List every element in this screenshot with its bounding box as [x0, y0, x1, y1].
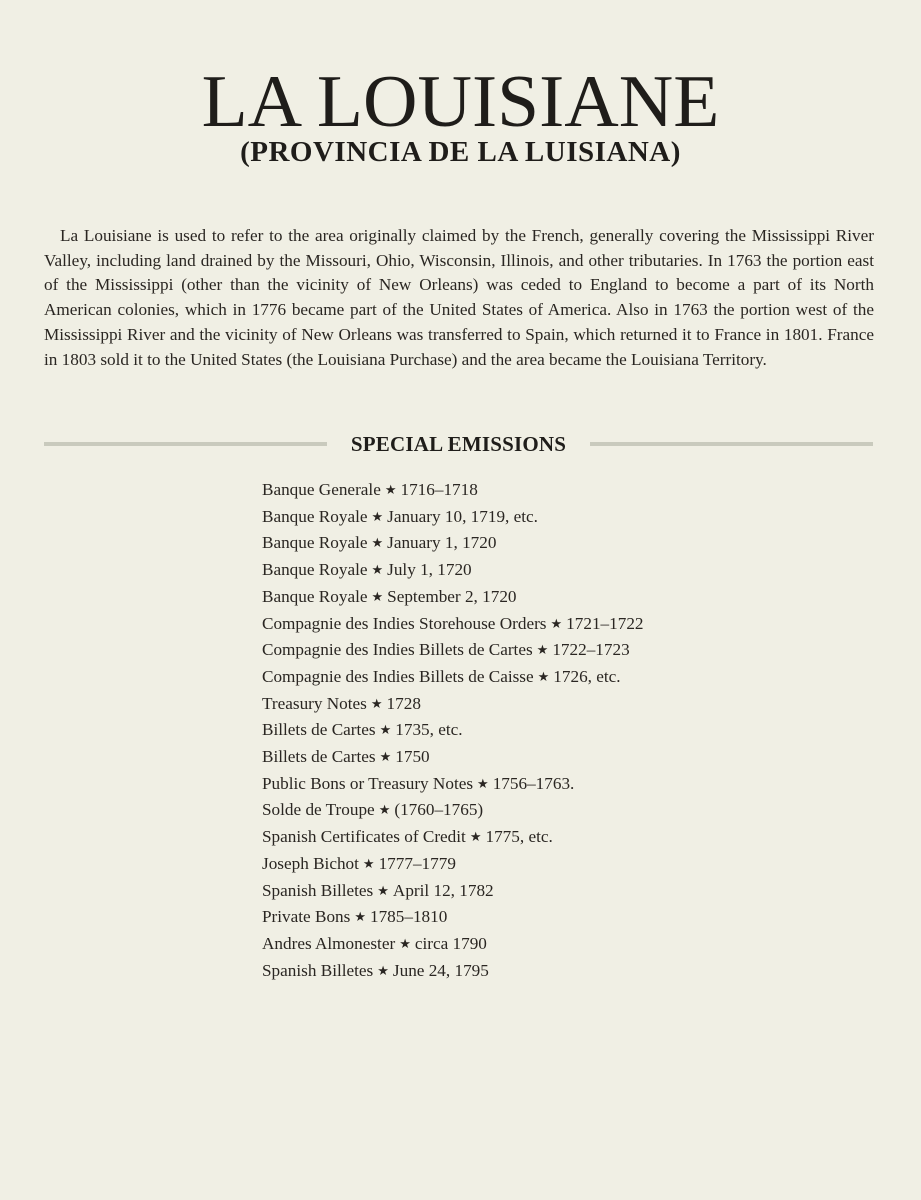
page-subtitle: (PROVINCIA DE LA LUISIANA) [240, 136, 681, 168]
emission-date: 1716–1718 [400, 480, 478, 499]
emission-date: circa 1790 [414, 933, 487, 953]
list-item [262, 772, 644, 799]
emission-date: September 2, 1720 [387, 586, 517, 606]
emission-date: June 24, 1795 [392, 960, 489, 980]
right-rule-divider [590, 442, 873, 446]
emission-date: January 10, 1719, etc. [387, 506, 538, 526]
list-item [262, 959, 644, 986]
list-item [262, 558, 644, 585]
list-item [262, 825, 644, 852]
star-icon: ★ [378, 803, 391, 819]
star-icon: ★ [536, 643, 549, 659]
list-item [262, 638, 644, 665]
list-item [262, 692, 644, 719]
emission-date: (1760–1765) [394, 800, 484, 820]
star-icon: ★ [537, 669, 550, 685]
emission-name: Andres Almonester [262, 933, 396, 953]
list-item [262, 612, 644, 639]
star-icon: ★ [469, 830, 482, 846]
emission-name: Banque Royale [262, 586, 368, 606]
emission-date: 1728 [386, 693, 421, 713]
list-item [262, 665, 644, 692]
star-icon: ★ [399, 936, 411, 952]
left-rule-divider [44, 442, 327, 446]
list-item [262, 505, 644, 532]
list-item [262, 879, 644, 906]
emission-date: 1750 [395, 747, 430, 767]
star-icon: ★ [371, 536, 384, 552]
emission-date: 1777–1779 [378, 853, 456, 873]
list-item [262, 478, 644, 505]
emission-name: Banque Royale [262, 560, 368, 580]
star-icon: ★ [379, 723, 392, 739]
emissions-list [262, 478, 644, 985]
star-icon: ★ [379, 750, 392, 766]
star-icon: ★ [477, 776, 489, 792]
emission-name: Compagnie des Indies Storehouse Orders [262, 613, 547, 633]
emission-date: 1775, etc. [485, 827, 553, 847]
emission-date: 1756–1763. [492, 773, 575, 793]
star-icon: ★ [371, 509, 384, 525]
emission-name: Banque Generale [262, 480, 381, 499]
emission-date: July 1, 1720 [387, 560, 472, 580]
emission-name: Compagnie des Indies Billets de Caisse [262, 666, 534, 686]
emission-name: Spanish Billetes [262, 880, 374, 900]
section-header-special-emissions [44, 428, 873, 460]
list-item [262, 718, 644, 745]
list-item [262, 798, 644, 825]
emission-date: 1721–1722 [566, 613, 644, 633]
emission-name: Spanish Certificates of Credit [262, 827, 466, 847]
list-item [262, 932, 644, 959]
emission-name: Billets de Cartes [262, 720, 376, 740]
emission-date: 1735, etc. [395, 720, 463, 740]
star-icon: ★ [371, 563, 384, 579]
emission-date: 1726, etc. [553, 666, 621, 686]
list-item [262, 585, 644, 612]
emission-name: Treasury Notes [262, 693, 367, 713]
star-icon: ★ [370, 696, 383, 712]
emission-name: Public Bons or Treasury Notes [262, 773, 474, 793]
star-icon: ★ [371, 589, 384, 605]
star-icon: ★ [377, 883, 389, 899]
star-icon: ★ [550, 616, 563, 632]
star-icon: ★ [362, 856, 375, 872]
star-icon: ★ [354, 910, 366, 926]
section-title: SPECIAL EMISSIONS [350, 431, 567, 456]
emission-name: Billets de Cartes [262, 747, 376, 767]
emission-name: Spanish Billetes [262, 960, 374, 980]
emission-name: Joseph Bichot [262, 853, 359, 873]
list-item [262, 905, 644, 932]
emission-date: 1785–1810 [369, 907, 448, 927]
emission-date: January 1, 1720 [387, 533, 497, 553]
emission-date: April 12, 1782 [392, 880, 494, 900]
intro-paragraph: La Louisiane is used to refer to the area originally claimed by the French, generally covering the Mississippi River Valley, including land drained by the Missouri, Ohio, Wisconsin, Illinois, and other tributaries. In 1763 the portion east of the Mississippi (other than the vicinity of New Orleans) was ceded to England to become a part of its North American colonies, which in 1776 became part of the United States of America. Also in 1763 the portion west of the Mississippi River and the vicinity of New Orleans was transferred to Spain, which returned it to France in 1801. France in 1803 sold it to the United States (the Louisiana Purchase) and the area became the Louisiana Territory. [44, 226, 874, 369]
emission-name: Banque Royale [262, 506, 368, 526]
emission-name: Compagnie des Indies Billets de Cartes [262, 640, 533, 660]
list-item [262, 852, 644, 879]
emission-date: 1722–1723 [552, 640, 630, 660]
star-icon: ★ [384, 483, 397, 498]
list-item [262, 531, 644, 558]
emission-name: Banque Royale [262, 533, 368, 553]
list-item [262, 745, 644, 772]
emission-name: Solde de Troupe [262, 800, 375, 820]
page-title: LA LOUISIANE [201, 61, 720, 143]
star-icon: ★ [377, 963, 389, 979]
emission-name: Private Bons [262, 907, 351, 927]
